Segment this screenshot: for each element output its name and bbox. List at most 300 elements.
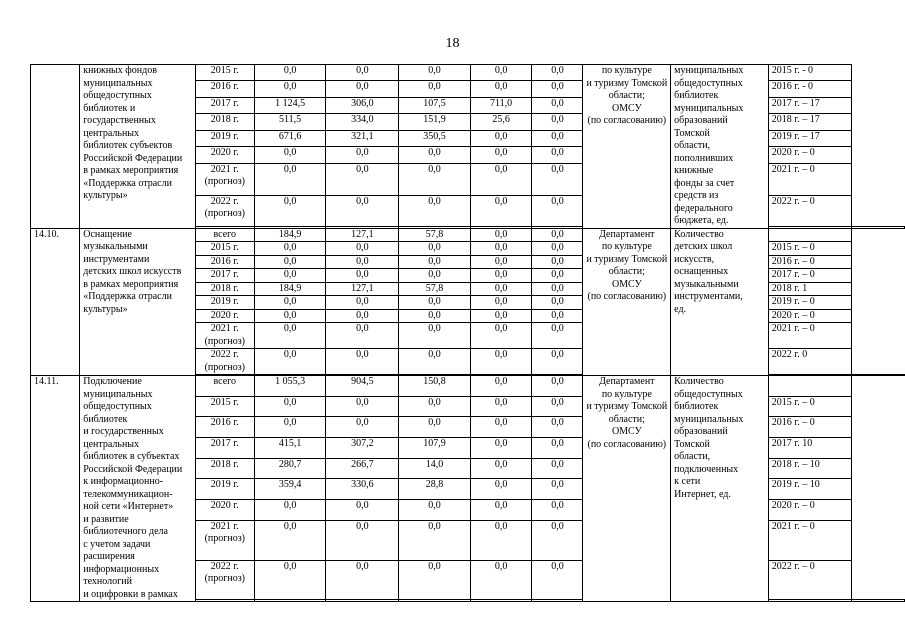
activity-name-line: ной сети «Интернет» — [83, 501, 174, 512]
forecast-label: (прогноз) — [204, 176, 245, 188]
empty-cell — [532, 600, 583, 602]
year-label: 2021 г. — [210, 163, 239, 175]
federal-budget-value: 307,2 — [326, 438, 399, 459]
federal-budget-value: 266,7 — [326, 458, 399, 479]
total-value: 0,0 — [254, 349, 325, 375]
regional-budget-value: 0,0 — [399, 323, 470, 349]
year-cell — [195, 65, 254, 81]
local-budget-value: 0,0 — [470, 417, 532, 438]
extrabudgetary-value: 0,0 — [532, 114, 583, 130]
local-budget-value: 711,0 — [470, 97, 532, 113]
activity-name-line: библиотечного дела — [83, 526, 168, 537]
total-value: 511,5 — [254, 114, 325, 130]
year-label: 2016 г. — [210, 81, 239, 93]
year-cell — [195, 309, 254, 323]
target-value: 2020 г. – 0 — [768, 500, 851, 521]
local-budget-value: 0,0 — [470, 323, 532, 349]
activity-name-line: общедоступных — [83, 90, 152, 101]
indicator-line: образований — [674, 426, 728, 437]
local-budget-value: 25,6 — [470, 114, 532, 130]
indicator-line: библиотек — [674, 401, 719, 412]
activity-name-line: муниципальных — [83, 77, 153, 89]
total-value: 359,4 — [254, 479, 325, 500]
regional-budget-value: 0,0 — [399, 560, 470, 600]
local-budget-value: 0,0 — [470, 309, 532, 323]
forecast-label: (прогноз) — [204, 361, 245, 373]
total-value: 0,0 — [254, 65, 325, 81]
regional-budget-value: 0,0 — [399, 349, 470, 375]
local-budget-value: 0,0 — [470, 376, 532, 397]
executor-line: области; — [608, 90, 645, 101]
year-cell — [195, 376, 254, 397]
executor-line: ОМСУ — [611, 426, 642, 437]
indicator-line: искусств, — [674, 253, 715, 265]
year-label: 2015 г. — [210, 65, 239, 76]
total-value: 184,9 — [254, 228, 325, 242]
year-label: 2015 г. — [210, 396, 239, 408]
year-cell — [195, 81, 254, 97]
federal-budget-value: 0,0 — [326, 269, 399, 283]
year-label: 2020 г. — [210, 309, 239, 321]
executor-line: Департамент — [599, 376, 655, 387]
extrabudgetary-value: 0,0 — [532, 349, 583, 375]
year-cell — [195, 479, 254, 500]
executor-line: области; — [608, 413, 645, 425]
executor-line: по культуре — [601, 241, 652, 252]
activity-name-line: телекоммуникацион- — [83, 488, 173, 500]
activity-name-line: музыкальными — [83, 241, 148, 252]
activity-name-line: культуры» — [83, 303, 128, 315]
local-budget-value: 0,0 — [470, 500, 532, 521]
local-budget-value: 0,0 — [470, 81, 532, 97]
executor-line: Департамент — [599, 228, 655, 240]
indicator-line: муниципальных — [674, 413, 744, 425]
target-value: 2016 г. - 0 — [768, 81, 851, 97]
activity-name-line: Подключение — [83, 376, 142, 387]
year-label: 2019 г. — [210, 130, 239, 142]
executor-line: по культуре — [601, 388, 652, 400]
regional-budget-value: 0,0 — [399, 242, 470, 256]
indicator — [671, 228, 769, 376]
year-label: 2017 г. — [210, 97, 239, 109]
extrabudgetary-value: 0,0 — [532, 97, 583, 113]
program-table — [30, 64, 905, 602]
empty-cell — [768, 600, 851, 602]
table-row — [31, 228, 905, 242]
item-number — [31, 65, 80, 229]
target-value: 2022 г. – 0 — [768, 560, 851, 600]
indicator-line: Томской — [674, 438, 710, 450]
federal-budget-value: 0,0 — [326, 195, 399, 227]
regional-budget-value: 0,0 — [399, 65, 470, 81]
year-cell — [195, 255, 254, 269]
total-value: 1 055,3 — [254, 376, 325, 397]
activity-name-line: в рамках мероприятия — [83, 165, 179, 176]
activity-name-line: «Поддержка отрасли — [83, 177, 172, 189]
federal-budget-value: 0,0 — [326, 560, 399, 600]
activity-name-line: библиотек — [83, 413, 128, 425]
year-cell — [195, 396, 254, 417]
local-budget-value: 0,0 — [470, 163, 532, 195]
indicator-line: пополнивших — [674, 152, 734, 164]
federal-budget-value: 0,0 — [326, 396, 399, 417]
executor — [583, 228, 671, 376]
total-value: 415,1 — [254, 438, 325, 459]
indicator-line: книжные — [674, 165, 714, 176]
target-value: 2019 г. – 17 — [768, 130, 851, 146]
extrabudgetary-value: 0,0 — [532, 269, 583, 283]
indicator-line: федерального — [674, 202, 733, 214]
regional-budget-value: 0,0 — [399, 500, 470, 521]
total-value: 0,0 — [254, 309, 325, 323]
year-label: 2021 г. — [210, 520, 239, 532]
executor-line: (по согласованию) — [587, 115, 667, 126]
item-number: 14.10. — [31, 228, 80, 376]
year-cell — [195, 242, 254, 256]
total-value: 0,0 — [254, 255, 325, 269]
federal-budget-value: 334,0 — [326, 114, 399, 130]
indicator-line: Томской — [674, 127, 710, 139]
local-budget-value: 0,0 — [470, 242, 532, 256]
target-value: 2016 г. – 0 — [768, 417, 851, 438]
federal-budget-value: 904,5 — [326, 376, 399, 397]
indicator-line: средств из — [674, 190, 719, 201]
activity-name-line: с учетом задачи — [83, 538, 151, 550]
year-cell — [195, 130, 254, 146]
total-value: 0,0 — [254, 396, 325, 417]
total-value: 280,7 — [254, 458, 325, 479]
activity-name-line: библиотек и — [83, 102, 136, 114]
local-budget-value: 0,0 — [470, 228, 532, 242]
target-value: 2015 г. – 0 — [768, 242, 851, 256]
regional-budget-value: 0,0 — [399, 269, 470, 283]
executor-line: (по согласованию) — [587, 438, 667, 450]
local-budget-value: 0,0 — [470, 458, 532, 479]
regional-budget-value: 150,8 — [399, 376, 470, 397]
target-value: 2016 г. – 0 — [768, 255, 851, 269]
executor-line: области; — [608, 266, 645, 277]
regional-budget-value: 350,5 — [399, 130, 470, 146]
empty-cell — [852, 227, 905, 228]
table-row — [31, 376, 905, 397]
activity-name-line: Оснащение — [83, 228, 132, 240]
item-number: 14.11. — [31, 376, 80, 602]
year-cell — [195, 458, 254, 479]
activity-name-line: культуры» — [83, 190, 128, 201]
table-body — [31, 65, 905, 602]
target-value: 2015 г. - 0 — [768, 65, 851, 81]
empty-cell — [399, 600, 470, 602]
year-label: 2015 г. — [210, 242, 239, 253]
empty-cell — [195, 600, 254, 602]
indicator-line: области, — [674, 140, 711, 151]
activity-name-line: к информационно- — [83, 476, 164, 487]
activity-name — [80, 376, 195, 602]
federal-budget-value: 0,0 — [326, 323, 399, 349]
executor-line: ОМСУ — [611, 278, 642, 290]
empty-cell — [852, 375, 905, 376]
executor-line: и туризму Томской — [586, 253, 668, 265]
year-label: 2018 г. — [210, 458, 239, 470]
activity-name-line: и оцифровки в рамках — [83, 588, 178, 600]
year-cell — [195, 417, 254, 438]
activity-name-line: технологий — [83, 576, 132, 587]
year-cell — [195, 520, 254, 560]
regional-budget-value: 0,0 — [399, 417, 470, 438]
total-value: 1 124,5 — [254, 97, 325, 113]
year-cell — [195, 500, 254, 521]
executor — [583, 65, 671, 229]
forecast-label: (прогноз) — [204, 335, 245, 347]
year-cell — [195, 114, 254, 130]
extrabudgetary-value: 0,0 — [532, 163, 583, 195]
target-value: 2020 г. – 0 — [768, 309, 851, 323]
indicator-line: общедоступных — [674, 77, 743, 89]
indicator-line: подключенных — [674, 463, 739, 475]
year-label: 2022 г. — [210, 560, 239, 572]
total-value: 0,0 — [254, 163, 325, 195]
activity-name-line: расширения — [83, 551, 135, 562]
activity-name-line: и развитие — [83, 513, 129, 525]
regional-budget-value: 107,9 — [399, 438, 470, 459]
empty-cell — [852, 600, 905, 602]
activity-name-line: библиотек в субъектах — [83, 451, 180, 462]
extrabudgetary-value: 0,0 — [532, 323, 583, 349]
regional-budget-value: 107,5 — [399, 97, 470, 113]
extrabudgetary-value: 0,0 — [532, 438, 583, 459]
indicator — [671, 65, 769, 229]
year-label: 2017 г. — [210, 269, 239, 280]
local-budget-value: 0,0 — [470, 479, 532, 500]
target-value: 2017 г. – 0 — [768, 269, 851, 283]
executor-line: ОМСУ — [611, 102, 642, 114]
local-budget-value: 0,0 — [470, 520, 532, 560]
total-value: 0,0 — [254, 560, 325, 600]
local-budget-value: 0,0 — [470, 130, 532, 146]
indicator-line: музыкальными — [674, 278, 739, 290]
federal-budget-value: 0,0 — [326, 65, 399, 81]
activity-name-line: и государственных — [83, 426, 164, 437]
executor-line: и туризму Томской — [586, 401, 668, 412]
total-value: 671,6 — [254, 130, 325, 146]
total-value: 184,9 — [254, 282, 325, 296]
extrabudgetary-value: 0,0 — [532, 520, 583, 560]
activity-name-line: Российской Федерации — [83, 463, 183, 475]
extrabudgetary-value: 0,0 — [532, 458, 583, 479]
target-value: 2018 г. 1 — [768, 282, 851, 296]
regional-budget-value: 0,0 — [399, 81, 470, 97]
target-value: 2017 г. 10 — [768, 438, 851, 459]
federal-budget-value: 0,0 — [326, 147, 399, 163]
local-budget-value: 0,0 — [470, 269, 532, 283]
extrabudgetary-value: 0,0 — [532, 309, 583, 323]
year-cell — [195, 296, 254, 310]
local-budget-value: 0,0 — [470, 349, 532, 375]
target-value: 2020 г. – 0 — [768, 147, 851, 163]
empty-cell — [470, 600, 532, 602]
indicator-line: муниципальных — [674, 102, 744, 114]
local-budget-value: 0,0 — [470, 195, 532, 227]
target-value — [768, 376, 851, 397]
year-cell — [195, 163, 254, 195]
regional-budget-value: 151,9 — [399, 114, 470, 130]
extrabudgetary-value: 0,0 — [532, 255, 583, 269]
year-label: 2022 г. — [210, 195, 239, 207]
empty-cell — [254, 600, 325, 602]
activity-name-line: Российской Федерации — [83, 152, 183, 164]
executor-line: и туризму Томской — [586, 77, 668, 89]
federal-budget-value: 0,0 — [326, 296, 399, 310]
year-cell — [195, 349, 254, 375]
extrabudgetary-value: 0,0 — [532, 396, 583, 417]
year-cell — [195, 438, 254, 459]
indicator-line: Количество — [674, 376, 724, 387]
activity-name-line: центральных — [83, 127, 140, 139]
indicator-line: к сети — [674, 476, 701, 487]
total-value: 0,0 — [254, 147, 325, 163]
year-cell — [195, 228, 254, 242]
year-label: 2018 г. — [210, 114, 239, 126]
regional-budget-value: 0,0 — [399, 396, 470, 417]
indicator — [671, 376, 769, 602]
target-value: 2018 г. – 17 — [768, 114, 851, 130]
extrabudgetary-value: 0,0 — [532, 417, 583, 438]
target-value — [768, 228, 851, 242]
year-cell — [195, 195, 254, 227]
federal-budget-value: 0,0 — [326, 520, 399, 560]
federal-budget-value: 0,0 — [326, 500, 399, 521]
federal-budget-value: 0,0 — [326, 349, 399, 375]
year-label: 2020 г. — [210, 147, 239, 159]
extrabudgetary-value: 0,0 — [532, 147, 583, 163]
indicator-line: области, — [674, 451, 711, 462]
page-number: 18 — [445, 36, 460, 51]
year-label: 2016 г. — [210, 255, 239, 267]
year-label: 2020 г. — [210, 500, 239, 512]
activity-name-line: «Поддержка отрасли — [83, 291, 172, 302]
total-value: 0,0 — [254, 323, 325, 349]
federal-budget-value: 0,0 — [326, 81, 399, 97]
regional-budget-value: 57,8 — [399, 228, 470, 242]
indicator-line: бюджета, ед. — [674, 215, 729, 226]
indicator-line: инструментами, — [674, 291, 743, 302]
year-label: всего — [213, 228, 237, 240]
extrabudgetary-value: 0,0 — [532, 81, 583, 97]
local-budget-value: 0,0 — [470, 296, 532, 310]
year-cell — [195, 323, 254, 349]
activity-name-line: в рамках мероприятия — [83, 278, 179, 290]
target-value: 2022 г. – 0 — [768, 195, 851, 227]
activity-name-line: детских школ искусств — [83, 266, 182, 277]
total-value: 0,0 — [254, 417, 325, 438]
target-value: 2017 г. – 17 — [768, 97, 851, 113]
extrabudgetary-value: 0,0 — [532, 376, 583, 397]
target-value: 2019 г. – 10 — [768, 479, 851, 500]
local-budget-value: 0,0 — [470, 396, 532, 417]
extrabudgetary-value: 0,0 — [532, 242, 583, 256]
total-value: 0,0 — [254, 296, 325, 310]
activity-name-line: инструментами — [83, 253, 150, 265]
regional-budget-value: 0,0 — [399, 163, 470, 195]
activity-name-line: библиотек субъектов — [83, 140, 173, 151]
regional-budget-value: 28,8 — [399, 479, 470, 500]
extrabudgetary-value: 0,0 — [532, 500, 583, 521]
indicator-line: Количество — [674, 228, 724, 240]
total-value: 0,0 — [254, 81, 325, 97]
year-label: 2017 г. — [210, 438, 239, 450]
executor — [583, 376, 671, 602]
federal-budget-value: 0,0 — [326, 417, 399, 438]
federal-budget-value: 0,0 — [326, 242, 399, 256]
activity-name-line: государственных — [83, 115, 156, 126]
local-budget-value: 0,0 — [470, 438, 532, 459]
table-row — [31, 65, 905, 81]
federal-budget-value: 0,0 — [326, 163, 399, 195]
federal-budget-value: 321,1 — [326, 130, 399, 146]
executor-line: (по согласованию) — [587, 291, 667, 302]
indicator-line: оснащенных — [674, 266, 729, 277]
extrabudgetary-value: 0,0 — [532, 130, 583, 146]
year-label: 2022 г. — [210, 349, 239, 360]
target-value: 2021 г. – 0 — [768, 520, 851, 560]
indicator-line: Интернет, ед. — [674, 488, 731, 500]
regional-budget-value: 0,0 — [399, 147, 470, 163]
local-budget-value: 0,0 — [470, 65, 532, 81]
extrabudgetary-value: 0,0 — [532, 282, 583, 296]
year-label: 2016 г. — [210, 417, 239, 429]
activity-name-line: центральных — [83, 438, 140, 450]
year-label: 2019 г. — [210, 479, 239, 491]
forecast-label: (прогноз) — [204, 533, 245, 545]
federal-budget-value: 127,1 — [326, 228, 399, 242]
local-budget-value: 0,0 — [470, 282, 532, 296]
total-value: 0,0 — [254, 195, 325, 227]
indicator-line: библиотек — [674, 90, 719, 101]
forecast-label: (прогноз) — [204, 573, 245, 585]
federal-budget-value: 0,0 — [326, 309, 399, 323]
federal-budget-value: 0,0 — [326, 255, 399, 269]
activity-name-line: информационных — [83, 563, 160, 575]
extrabudgetary-value: 0,0 — [532, 479, 583, 500]
regional-budget-value: 0,0 — [399, 255, 470, 269]
year-cell — [195, 97, 254, 113]
extrabudgetary-value: 0,0 — [532, 228, 583, 242]
extrabudgetary-value: 0,0 — [532, 65, 583, 81]
federal-budget-value: 330,6 — [326, 479, 399, 500]
executor-line: по культуре — [601, 65, 652, 76]
local-budget-value: 0,0 — [470, 255, 532, 269]
regional-budget-value: 0,0 — [399, 309, 470, 323]
federal-budget-value: 306,0 — [326, 97, 399, 113]
regional-budget-value: 0,0 — [399, 296, 470, 310]
activity-name — [80, 65, 195, 229]
activity-name-line: книжных фондов — [83, 65, 157, 76]
activity-name — [80, 228, 195, 376]
local-budget-value: 0,0 — [470, 147, 532, 163]
extrabudgetary-value: 0,0 — [532, 560, 583, 600]
year-label: 2019 г. — [210, 296, 239, 307]
year-cell — [195, 269, 254, 283]
indicator-line: образований — [674, 115, 728, 126]
year-cell — [195, 147, 254, 163]
target-value: 2018 г. – 10 — [768, 458, 851, 479]
regional-budget-value: 0,0 — [399, 520, 470, 560]
target-value: 2015 г. – 0 — [768, 396, 851, 417]
indicator-line: муниципальных — [674, 65, 744, 76]
indicator-line: детских школ — [674, 241, 733, 252]
total-value: 0,0 — [254, 520, 325, 560]
total-value: 0,0 — [254, 500, 325, 521]
